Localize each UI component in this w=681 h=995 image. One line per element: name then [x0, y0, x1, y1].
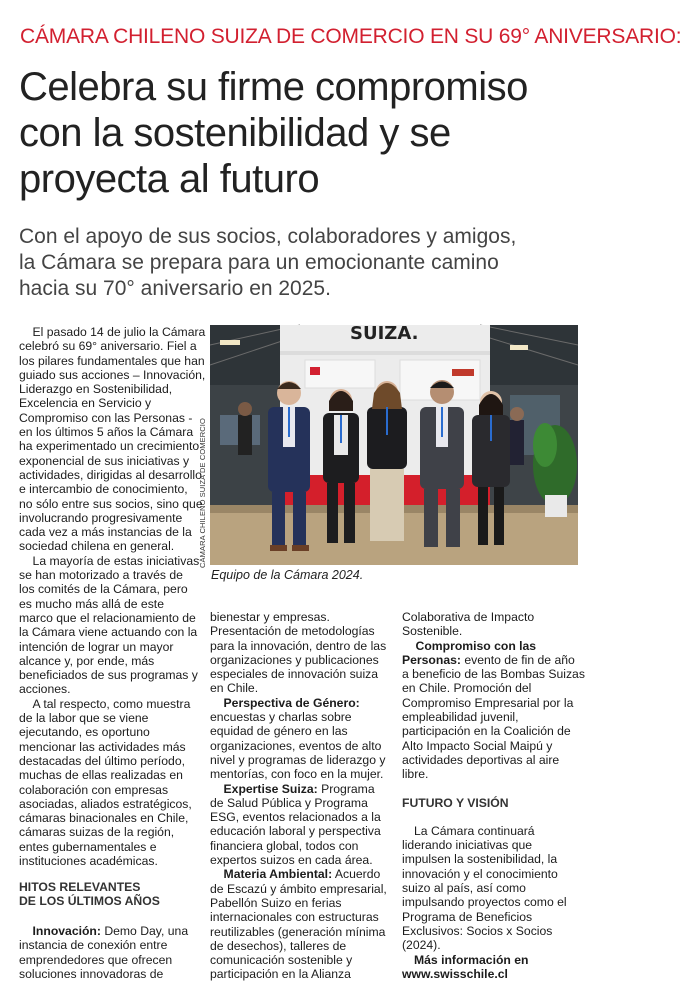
text-line: reutilizables (generación mínima [210, 924, 386, 939]
deck-line: hacia su 70° aniversario en 2025. [19, 277, 331, 300]
text-line: acciones. [19, 682, 71, 697]
text-line: asociadas, aliados estratégicos, [19, 796, 192, 811]
text-line: Alto Impacto Social Maipú y [402, 738, 553, 753]
term-text: evento de fin de año [460, 652, 575, 667]
deck-line: Con el apoyo de sus socios, colaboradores y amigos, [19, 225, 517, 248]
text-line: suizo al país, así como [402, 881, 526, 896]
text-line: en Chile. Promoción del [402, 681, 532, 696]
term-text: Programa [317, 781, 375, 796]
text-line [210, 867, 398, 881]
bold-term: Compromiso con las [415, 638, 537, 653]
text-line: celebró su 69° aniversario. Fiel a [19, 339, 197, 354]
column-1-subhead [19, 880, 207, 909]
text-line: internacionales con estructuras [210, 910, 379, 925]
text-line: expertos suizos en cada área. [210, 853, 373, 868]
innovacion-line: emprendedores que ofrecen [19, 952, 173, 967]
team-photo [210, 325, 578, 565]
text-line: a beneficio de las Bombas Suizas [402, 667, 585, 682]
text-line: en Chile. [210, 681, 259, 696]
text-line: cada vez a más instancias de la [19, 525, 192, 540]
deck-line: la Cámara se prepara para un emocionante camino [19, 251, 499, 274]
text-line: FUTURO Y VISIÓN [402, 795, 509, 810]
text-line: de la labor que se viene [19, 711, 149, 726]
text-line: muchas de ellas realizadas en [19, 768, 183, 783]
text-line: e intercambio de conocimiento, [19, 482, 188, 497]
text-line: impulsando proyectos como el [402, 895, 567, 910]
text-line: www.swisschile.cl [402, 966, 508, 981]
text-line: la Cámara viene actuando con la [19, 625, 198, 640]
column-2 [210, 610, 398, 982]
subhead-line: DE LOS ÚLTIMOS AÑOS [19, 894, 160, 909]
text-line: cámaras suizas de la región, [19, 825, 175, 840]
text-line: empleabilidad juvenil, [402, 710, 519, 725]
text-line: mencionar las actividades más [19, 739, 186, 754]
text-line: equidad de género en las [210, 724, 348, 739]
text-line: no sólo entre sus socios, sino que [19, 496, 203, 511]
innovacion-line [19, 924, 207, 938]
column-3 [402, 610, 592, 981]
text-line: sociedad chilena en general. [19, 539, 175, 554]
innovacion-line: instancia de conexión entre [19, 938, 168, 953]
text-line [210, 696, 398, 710]
bold-term: Personas: [402, 652, 461, 667]
text-line: cámaras binacionales en Chile, [19, 811, 189, 826]
text-line: actividades deportivas al aire [402, 752, 560, 767]
text-line: entes gubernamentales e [19, 839, 157, 854]
text-line: ejecutando, es oportuno [19, 725, 150, 740]
column-1 [19, 325, 207, 868]
text-line: colaboración con empresas [19, 782, 169, 797]
kicker: CÁMARA CHILENO SUIZA DE COMERCIO EN SU 69° ANIVERSARIO: [20, 25, 681, 48]
text-line: innovación y el conocimiento [402, 866, 558, 881]
text-line: los comités de la Cámara, pero [19, 582, 188, 597]
text-line: participación en la Coalición de [402, 724, 571, 739]
headline-line: Celebra su firme compromiso [19, 65, 528, 109]
text-line: Excelencia en Servicio y [19, 396, 152, 411]
term-text: Acuerdo [332, 867, 381, 882]
text-line: organizaciones y publicaciones [210, 652, 379, 667]
text-line: mentorías, con foco en la mujer. [210, 767, 384, 782]
text-line: los pilares fundamentales que han [19, 353, 205, 368]
text-line: ESG, eventos relacionados a la [210, 810, 381, 825]
headline-line: con la sostenibilidad y se [19, 111, 451, 155]
text-line: guiado sus acciones – Innovación, [19, 367, 206, 382]
text-line: instituciones académicas. [19, 853, 158, 868]
text-line: involucrando progresivamente [19, 510, 183, 525]
text-line: beneficiados de sus programas y [19, 668, 198, 683]
text-line: para la innovación, dentro de las [210, 638, 387, 653]
text-line: organizaciones, eventos de alto [210, 738, 382, 753]
text-line: nivel y programas de liderazgo y [210, 752, 386, 767]
text-line: (2024). [402, 938, 441, 953]
text-line: Pabellón Suizo en ferias [210, 895, 342, 910]
innovacion-line: soluciones innovadoras de [19, 966, 164, 981]
text-line: de Escazú y ámbito empresarial, [210, 881, 387, 896]
deck [19, 224, 589, 302]
text-line: intención de lograr un mayor [19, 639, 174, 654]
text-line: libre. [402, 767, 429, 782]
text-line: Programa de Beneficios [402, 909, 533, 924]
text-line: especiales de innovación suiza [210, 667, 379, 682]
text-line: Sostenible. [402, 624, 463, 639]
text-line: Liderazgo en Sostenibilidad, [19, 382, 173, 397]
text-line: La Cámara continuará [414, 823, 535, 838]
innovacion-term: Innovación: [32, 924, 101, 938]
text-line: de Salud Pública y Programa [210, 795, 368, 810]
headline-line: proyecta al futuro [19, 157, 320, 201]
bold-term: Expertise Suiza: [223, 781, 318, 796]
innovacion-text: Demo Day, una [100, 924, 189, 938]
text-line [402, 653, 592, 667]
text-line: Colaborativa de Impacto [402, 610, 535, 624]
text-line [210, 782, 398, 796]
text-line [402, 639, 592, 653]
photo-caption: Equipo de la Cámara 2024. [211, 568, 364, 582]
text-line: actividades, dirigidas al desarrollo [19, 467, 202, 482]
text-line: liderando iniciativas que [402, 838, 533, 853]
text-line: educación laboral y perspectiva [210, 824, 381, 839]
headline [19, 64, 589, 202]
subhead-line: HITOS RELEVANTES [19, 880, 141, 894]
column-1-tail [19, 924, 207, 981]
text-line: bienestar y empresas. [210, 610, 330, 624]
bold-term: Materia Ambiental: [223, 867, 333, 882]
text-line: Presentación de metodologías [210, 624, 375, 639]
text-line: de desechos), talleres de [210, 938, 347, 953]
text-line: exponencial de sus iniciativas y [19, 453, 190, 468]
photo-credit: CÁMARA CHILENO SUIZA DE COMERCIO [198, 418, 207, 568]
text-line: A tal respecto, como muestra [19, 696, 191, 711]
text-line: alcance y, por ende, más [19, 653, 155, 668]
text-line: comunicación sostenible y [210, 953, 353, 968]
text-line: se han motorizado a través de [19, 568, 183, 583]
text-line: Compromiso Empresarial por la [402, 695, 574, 710]
text-line: financiera global, todos con [210, 838, 359, 853]
booth-sign: SUIZA. [350, 323, 419, 344]
spacer [402, 810, 592, 824]
text-line: impulsen la sostenibilidad, la [402, 852, 558, 867]
text-line: La mayoría de estas iniciativas [19, 553, 200, 568]
spacer [402, 782, 592, 796]
text-line: destacadas del último período, [19, 753, 185, 768]
text-line: en los últimos 5 años la Cámara [19, 425, 194, 440]
text-line: participación en la Alianza [210, 967, 351, 982]
text-line: es mucho más allá de este [19, 596, 164, 611]
text-line: Más información en [414, 952, 529, 967]
text-line: encuestas y charlas sobre [210, 710, 352, 725]
text-line: ha experimentado un crecimiento [19, 439, 200, 454]
text-line: El pasado 14 de julio la Cámara [19, 325, 206, 339]
bold-term: Perspectiva de Género: [223, 695, 360, 710]
text-line: Exclusivos: Socios x Socios [402, 923, 553, 938]
text-line: marco que el relacionamiento de [19, 610, 196, 625]
text-line: Compromiso con las Personas - [19, 410, 193, 425]
